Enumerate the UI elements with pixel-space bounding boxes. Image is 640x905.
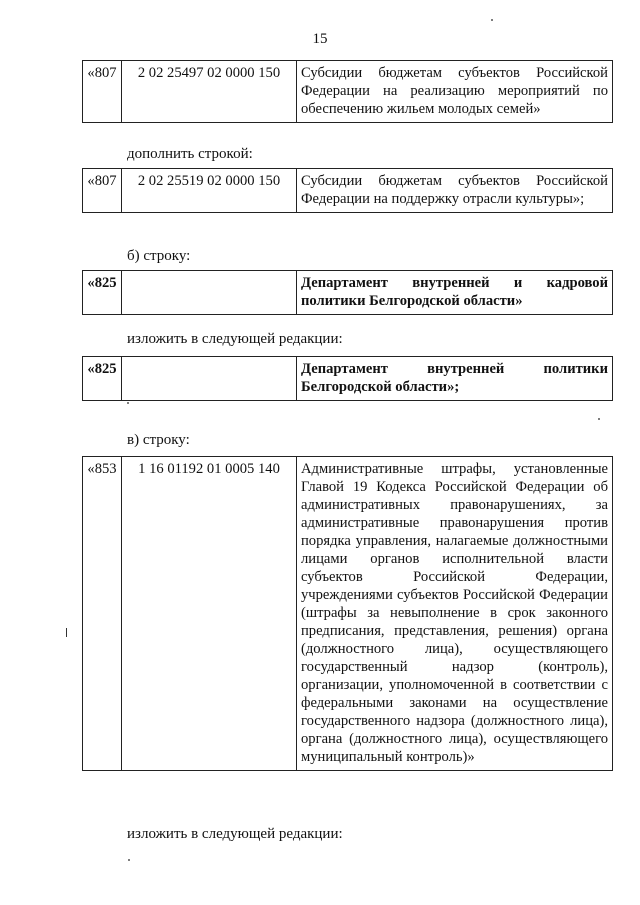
- budget-code-owner: «807: [83, 169, 122, 213]
- scan-speck: [127, 402, 129, 404]
- table-row-807-added: [82, 168, 613, 213]
- revenue-description: Субсидии бюджетам субъектов Российской Федерации на реализацию мероприятий по обеспечению жильем молодых семей»: [297, 61, 613, 123]
- budget-classification-code: 2 02 25497 02 0000 150: [122, 61, 297, 123]
- instruction-text: дополнить строкой:: [127, 146, 253, 162]
- budget-code-owner: «807: [83, 61, 122, 123]
- administrator-name: Департамент внутренней политики Белгородской области»;: [297, 357, 613, 401]
- budget-code-owner: «853: [83, 457, 122, 771]
- budget-classification-code: 1 16 01192 01 0005 140: [122, 457, 297, 771]
- section-label-b: б) строку:: [127, 248, 191, 264]
- revenue-description: Субсидии бюджетам субъектов Российской Федерации на поддержку отрасли культуры»;: [297, 169, 613, 213]
- budget-code-owner: «825: [83, 271, 122, 315]
- scan-mark: [66, 628, 67, 637]
- scan-speck: [491, 19, 493, 21]
- budget-classification-code: 2 02 25519 02 0000 150: [122, 169, 297, 213]
- scan-speck: [598, 418, 600, 420]
- table-row-825-revised: [82, 356, 613, 401]
- administrator-name: Департамент внутренней и кадровой политики Белгородской области»: [297, 271, 613, 315]
- table-row-825-original: [82, 270, 613, 315]
- scan-speck: [128, 859, 130, 861]
- table-row-853-original: [82, 456, 613, 771]
- instruction-text: изложить в следующей редакции:: [127, 826, 343, 842]
- budget-classification-code: [122, 271, 297, 315]
- revenue-description: Административные штрафы, установленные Главой 19 Кодекса Российской Федерации об административных правонарушениях, за административные правонарушения против порядка управления, налагаемые должностными лицами органов исполнительной власти субъектов Российской Федерации, учреждениями субъектов Российской Федерации (штрафы за невыполнение в срок законного предписания, представления, решения) органа (должностного лица), осуществляющего государственный надзор (контроль), организации, уполномоченной в соответствии с федеральными законами на осуществление государственного надзора (должностного лица), органа (должностного лица), осуществляющего муниципальный контроль)»: [297, 457, 613, 771]
- page-number: 15: [312, 31, 328, 47]
- section-label-v: в) строку:: [127, 432, 190, 448]
- budget-classification-code: [122, 357, 297, 401]
- budget-code-owner: «825: [83, 357, 122, 401]
- table-row-807-original: [82, 60, 613, 123]
- instruction-text: изложить в следующей редакции:: [127, 331, 343, 347]
